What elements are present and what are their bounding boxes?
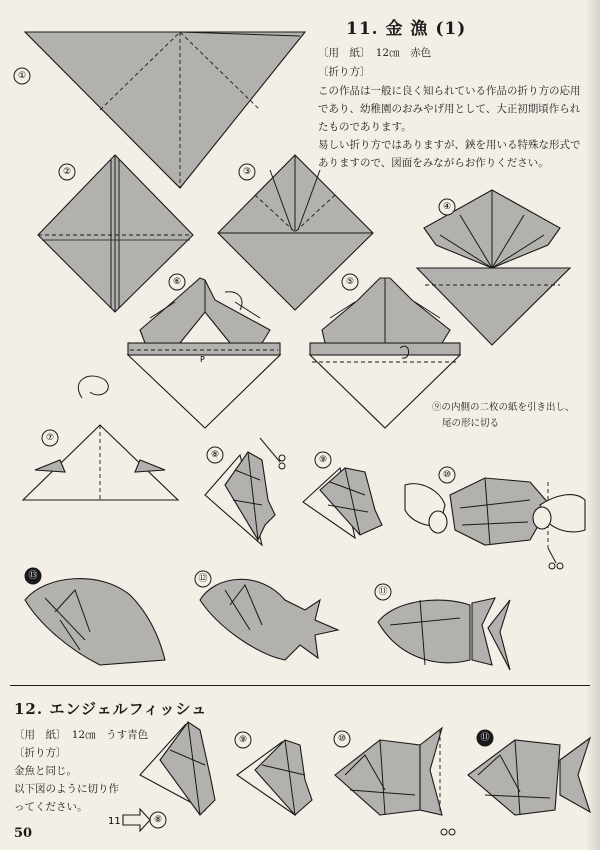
step-1-label-text: ①: [17, 71, 27, 81]
angel-step-10-diagram: [335, 728, 455, 835]
step-3-label: [239, 164, 255, 180]
reference-arrow-label: 11: [108, 816, 121, 827]
step-11-label-text: ⑪: [378, 587, 388, 597]
step-11-diagram: [378, 598, 510, 670]
step-8-label: [207, 447, 223, 463]
section-12-title: 12. エンジェルフィッシュ: [14, 700, 208, 718]
step-10-label-text: ⑩: [442, 470, 452, 480]
rotate-arrow: [78, 376, 108, 398]
section-12-description-line: ってください。: [14, 801, 88, 813]
step-9-diagram: [303, 468, 382, 538]
angel-step-9-diagram: [237, 740, 312, 815]
section-11-paper-spec: 〔用 紙〕 12㎝ 赤色: [318, 47, 432, 59]
angel-step-9-label: [235, 732, 251, 748]
step-7-label: [42, 430, 58, 446]
step-9-note: 尾の形に切る: [442, 418, 500, 429]
angel-step-10-label-text: ⑩: [337, 734, 347, 744]
section-11-description-line: 易しい折り方ではありますが、鋏を用いる特殊な形式で: [318, 139, 581, 151]
section-12-description-line: 以下図のように切り作: [14, 783, 119, 795]
p-mark: P: [200, 355, 205, 364]
step-5-label-text: ⑤: [345, 277, 355, 287]
step-13-label: [25, 568, 41, 584]
angel-step-9-label-text: ⑨: [238, 735, 248, 745]
section-12-method-heading: 〔折り方〕: [14, 747, 67, 759]
step-10-label: [439, 467, 455, 483]
step-11-label: [375, 584, 391, 600]
step-10-diagram: [405, 478, 585, 569]
page-edge-shadow: [586, 0, 600, 850]
step-5-diagram: [310, 278, 460, 428]
step-8-label-text: ⑧: [210, 450, 220, 460]
angel-step-8-diagram: [140, 722, 215, 815]
step-4-label: [439, 199, 455, 215]
step-13-diagram: [25, 579, 165, 665]
section-11-description-line: たものであります。: [318, 121, 412, 133]
step-7-label-text: ⑦: [45, 433, 55, 443]
section-11-title: 11. 金 漁 (1): [346, 19, 467, 39]
step-12-label-text: ⑫: [198, 574, 208, 584]
step-5-label: [342, 274, 358, 290]
step-4-label-text: ④: [442, 202, 452, 212]
step-9-label: [315, 452, 331, 468]
step-3-label-text: ③: [242, 167, 252, 177]
reference-arrow-target: ⑧: [153, 815, 163, 825]
reference-arrow: [108, 809, 166, 831]
section-11-description-line: ありますので、図面をみながらお作りください。: [318, 157, 549, 169]
page-number: 50: [14, 826, 33, 841]
step-12-diagram: [200, 579, 338, 660]
section-11-description-line: この作品は一般に良く知られている作品の折り方の応用: [318, 85, 581, 97]
step-9-label-text: ⑨: [318, 455, 328, 465]
step-2-diagram: [38, 155, 193, 312]
step-13-label-text: ⑬: [28, 571, 38, 581]
section-12-description-line: 金魚と同じ。: [14, 765, 77, 777]
step-2-label: [59, 164, 75, 180]
step-6-diagram: [128, 278, 280, 428]
step-1-label: [14, 68, 30, 84]
angel-step-11-label-text: ⑪: [480, 733, 490, 743]
section-11-description-line: であり、幼稚園のおみやげ用として、大正初期頃作られ: [318, 103, 581, 115]
angel-step-11-diagram: [468, 738, 590, 815]
step-2-label-text: ②: [62, 167, 72, 177]
angel-step-11-label: [477, 730, 493, 746]
section-11-method-heading: 〔折り方〕: [318, 66, 371, 78]
step-6-label: [169, 274, 185, 290]
section-divider: [10, 685, 590, 686]
angel-step-10-label: [334, 731, 350, 747]
section-12-paper-spec: 〔用 紙〕 12㎝ うす青色: [14, 729, 149, 741]
step-6-label-text: ⑥: [172, 277, 182, 287]
step-9-note: ⑨の内側の二枚の紙を引き出し、: [432, 402, 575, 413]
step-12-label: [195, 571, 211, 587]
